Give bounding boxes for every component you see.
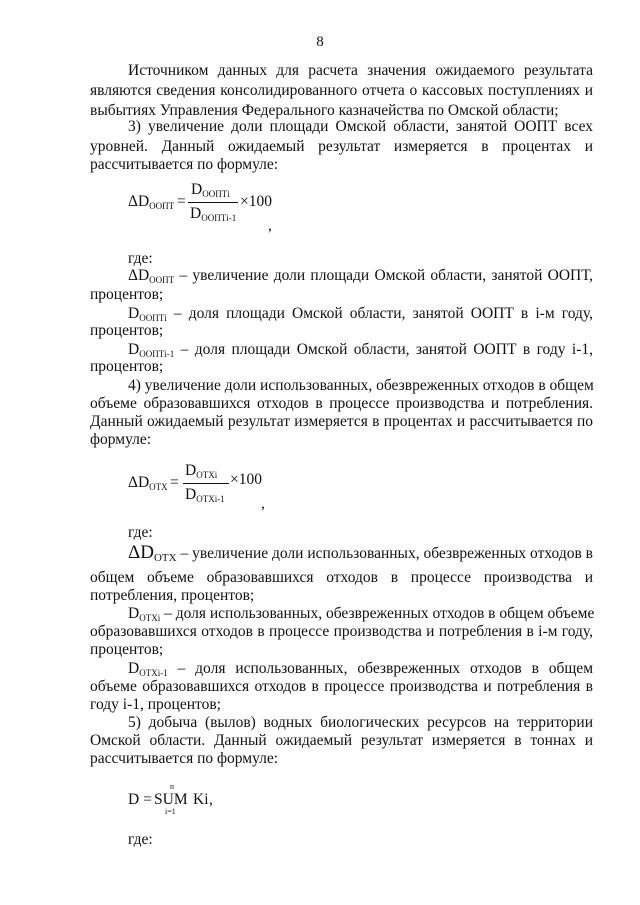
fraction-bar: [188, 202, 238, 203]
paragraph-line: рассчитывается по формуле:: [90, 750, 279, 767]
paragraph-line: объеме образовавшихся отходов в процессе производства и потребления.: [90, 395, 593, 412]
definition-line: DОТХi-1 – доля использованных, обезвреженных отходов в общем: [128, 660, 593, 678]
paragraph-line: выбытиях Управления Федерального казначейства по Омской области;: [90, 102, 559, 119]
definition-line: DООПТi – доля площади Омской области, занятой ООПТ в i-м году,: [128, 305, 593, 323]
definition-line: ΔDООПТ – увеличение доли площади Омской области, занятой ООПТ,: [128, 267, 593, 285]
paragraph-line: являются сведения консолидированного отчета о кассовых поступлениях и: [90, 82, 593, 99]
paragraph-line: Омской области. Данный ожидаемый результат измеряется в тоннах и: [90, 732, 593, 749]
where-label: где:: [128, 524, 153, 541]
definition-line: процентов;: [90, 322, 164, 339]
paragraph-line: формуле:: [90, 431, 152, 448]
definition-line: процентов;: [90, 286, 164, 303]
definition-line: потребления, процентов;: [90, 587, 255, 604]
paragraph-line: Источником данных для расчета значения ожидаемого результата: [128, 62, 593, 79]
paragraph-line: 3) увеличение доли площади Омской области, занятой ООПТ всех: [128, 118, 593, 135]
definition-line: образовавшихся отходов в процессе производства и потребления в i-м году,: [90, 623, 593, 640]
paragraph-line: 4) увеличение доли использованных, обезвреженных отходов в общем: [128, 377, 594, 394]
page-number: 8: [316, 34, 324, 50]
definition-line: процентов;: [90, 358, 164, 375]
paragraph-line: уровней. Данный ожидаемый результат измеряется в процентах и: [90, 138, 593, 155]
paragraph-line: рассчитывается по формуле:: [90, 156, 279, 173]
definition-line: ΔDОТХ – увеличение доли использованных, обезвреженных отходов в: [128, 542, 593, 564]
definition-line: процентов;: [90, 641, 164, 658]
paragraph-line: 5) добыча (вылов) водных биологических ресурсов на территории: [128, 714, 593, 731]
document-page: 8 Источником данных для расчета значения ожидаемого результата являются сведения консолидированного отчета о кассовых поступлениях и выбытиях Управления Федерального казначейства по Омской области; 3) увеличение доли площади Омской области, занятой ООПТ всех уровней. Данный ожидаемый результат измеряется в процентах и рассчитывается по формуле: ΔDООПТ = DООПТi DООПТi-1 ×100 , где: ΔDООПТ – увеличение доли площади Омской области, занятой ООПТ, процентов; DООПТi – доля площади Омской области, занятой ООПТ в i-м году, процентов; DООПТi-1 – доля площади Омской области, занятой ООПТ в году i-1, процентов; 4) увеличение доли использованных, обезвреженных отходов в общем объеме образовавшихся отходов в процессе производства и потребления. Данный ожидаемый результат измеряется в процентах и рассчитывается по формуле: ΔDОТХ = DОТХi DОТХi-1 ×100 , где: ΔDОТХ – увеличение доли использованных, обезвреженных отходов в общем объеме образовавшихся отходов в процессе производства и потребления, процентов; DОТХi – доля использованных, обезвреженных отходов в общем объеме образовавшихся отходов в процессе производства и потребления в i-м году, процентов; DОТХi-1 – доля использованных, обезвреженных отходов в общем объеме образовавшихся отходов в процессе производства и потребления в году i-1, процентов; 5) добыча (вылов) водных биологических ресурсов на территории Омской области. Данный ожидаемый результат измеряется в тоннах и рассчитывается по формуле: D = n SUM i=1 Ki , где:: [0, 0, 640, 905]
where-label: где:: [128, 831, 153, 848]
definition-line: DОТХi – доля использованных, обезвреженных отходов в общем объеме: [128, 605, 595, 623]
paragraph-line: Данный ожидаемый результат измеряется в процентах и рассчитывается по: [90, 413, 593, 430]
definition-line: объеме образовавшихся отходов в процессе производства и потребления в: [90, 678, 593, 695]
definition-line: DООПТi-1 – доля площади Омской области, занятой ООПТ в году i-1,: [128, 341, 593, 359]
definition-line: общем объеме образовавшихся отходов в процессе производства и: [90, 569, 593, 586]
fraction-bar: [183, 483, 229, 484]
where-label: где:: [128, 250, 153, 267]
definition-line: году i-1, процентов;: [90, 696, 221, 713]
